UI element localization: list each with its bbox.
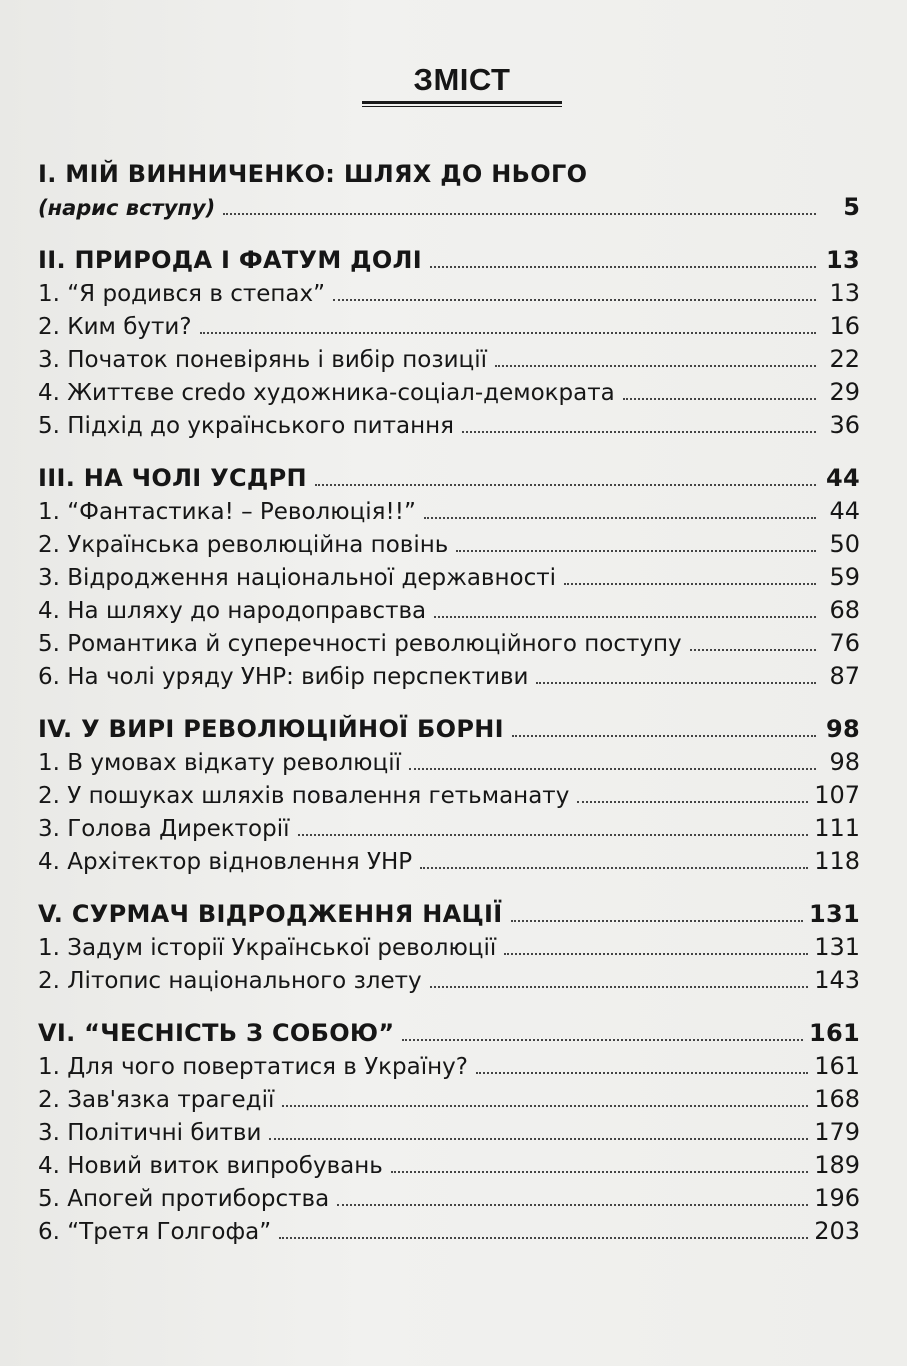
toc-item-label: 6. На чолі уряду УНР: вибір перспективи bbox=[38, 664, 529, 690]
toc-heading bbox=[38, 1019, 860, 1052]
leader-dots bbox=[409, 768, 816, 770]
title-underline-thin bbox=[362, 106, 562, 107]
leader-dots bbox=[424, 517, 816, 519]
toc-heading-label: IV. У ВИРІ РЕВОЛЮЦІЙНОЇ БОРНІ bbox=[38, 715, 504, 743]
leader-dots bbox=[279, 1237, 808, 1239]
toc-heading-page-number: 13 bbox=[826, 246, 860, 274]
toc-item bbox=[38, 847, 860, 880]
toc-item-page-number: 44 bbox=[829, 497, 860, 525]
toc-item bbox=[38, 563, 860, 596]
leader-dots bbox=[434, 616, 816, 618]
leader-dots bbox=[495, 365, 816, 367]
toc-item bbox=[38, 1151, 860, 1184]
toc-item-label: 2. Зав'язка трагедії bbox=[38, 1087, 275, 1113]
toc-item bbox=[38, 530, 860, 563]
toc-item bbox=[38, 629, 860, 662]
toc-item-label: 6. “Третя Голгофа” bbox=[38, 1219, 272, 1245]
toc-item-label: 4. Життєве credo художника-соціал-демократа bbox=[38, 380, 615, 406]
toc-item bbox=[38, 1085, 860, 1118]
toc-item-page-number: 168 bbox=[814, 1085, 860, 1113]
toc-item-page-number: 179 bbox=[814, 1118, 860, 1146]
toc-item-page-number: 13 bbox=[829, 279, 860, 307]
toc-item bbox=[38, 748, 860, 781]
toc-item-label: 4. Новий виток випробувань bbox=[38, 1153, 383, 1179]
leader-dots bbox=[536, 682, 816, 684]
toc-item-page-number: 98 bbox=[829, 748, 860, 776]
toc-item-label: 1. “Я родився в степах” bbox=[38, 281, 326, 307]
toc-item-page-number: 87 bbox=[829, 662, 860, 690]
toc-item bbox=[38, 497, 860, 530]
toc-subheading-page-number: 5 bbox=[843, 193, 860, 221]
toc-item-label: 1. Для чого повертатися в Україну? bbox=[38, 1054, 468, 1080]
toc-item-label: 5. Підхід до українського питання bbox=[38, 413, 454, 439]
leader-dots bbox=[282, 1105, 808, 1107]
toc-heading bbox=[38, 715, 860, 748]
toc-item-label: 4. На шляху до народоправства bbox=[38, 598, 427, 624]
toc-section bbox=[38, 1019, 860, 1250]
toc-heading-label: І. МІЙ ВИННИЧЕНКО: ШЛЯХ ДО НЬОГО bbox=[38, 160, 588, 188]
toc-section bbox=[38, 900, 860, 999]
leader-dots bbox=[690, 649, 816, 651]
page-title: ЗМІСТ bbox=[413, 62, 511, 97]
toc-heading-label: ІІІ. НА ЧОЛІ УСДРП bbox=[38, 464, 307, 492]
toc-heading-label: ІІ. ПРИРОДА І ФАТУМ ДОЛІ bbox=[38, 246, 423, 274]
toc-item-page-number: 189 bbox=[814, 1151, 860, 1179]
toc-item-label: 3. Початок поневірянь і вибір позиції bbox=[38, 347, 487, 373]
toc-item-page-number: 29 bbox=[829, 378, 860, 406]
toc-item-page-number: 50 bbox=[829, 530, 860, 558]
toc-item-page-number: 118 bbox=[814, 847, 860, 875]
leader-dots bbox=[315, 484, 816, 486]
toc-item-label: 5. Романтика й суперечності революційного поступу bbox=[38, 631, 682, 657]
leader-dots bbox=[200, 332, 816, 334]
leader-dots bbox=[430, 266, 816, 268]
toc-item-page-number: 68 bbox=[829, 596, 860, 624]
toc-item-label: 2. Українська революційна повінь bbox=[38, 532, 449, 558]
leader-dots bbox=[623, 398, 816, 400]
toc-item bbox=[38, 378, 860, 411]
leader-dots bbox=[298, 834, 809, 836]
toc-section bbox=[38, 246, 860, 444]
leader-dots bbox=[577, 801, 808, 803]
toc-item bbox=[38, 933, 860, 966]
leader-dots bbox=[564, 583, 816, 585]
toc-heading bbox=[38, 464, 860, 497]
toc-heading bbox=[38, 160, 860, 193]
toc-heading bbox=[38, 900, 860, 933]
toc-item-label: 2. Літопис національного злету bbox=[38, 968, 422, 994]
toc-heading-label: V. СУРМАЧ ВІДРОДЖЕННЯ НАЦІЇ bbox=[38, 900, 503, 928]
toc-item-page-number: 59 bbox=[829, 563, 860, 591]
toc-item bbox=[38, 814, 860, 847]
leader-dots bbox=[456, 550, 816, 552]
toc-item bbox=[38, 1118, 860, 1151]
toc-heading-page-number: 131 bbox=[809, 900, 860, 928]
toc-section bbox=[38, 160, 860, 226]
toc-item-label: 3. Відродження національної державності bbox=[38, 565, 557, 591]
toc-heading-label: VI. “ЧЕСНІСТЬ З СОБОЮ” bbox=[38, 1019, 395, 1047]
toc-item bbox=[38, 662, 860, 695]
toc-item bbox=[38, 966, 860, 999]
toc-item bbox=[38, 411, 860, 444]
title-underline bbox=[362, 101, 562, 104]
toc-item-page-number: 131 bbox=[814, 933, 860, 961]
toc-section bbox=[38, 715, 860, 880]
leader-dots bbox=[511, 920, 804, 922]
toc-item bbox=[38, 1217, 860, 1250]
leader-dots bbox=[476, 1072, 808, 1074]
toc-item bbox=[38, 781, 860, 814]
toc-heading-page-number: 44 bbox=[826, 464, 860, 492]
toc-item bbox=[38, 1052, 860, 1085]
toc-item-label: 2. У пошуках шляхів повалення гетьманату bbox=[38, 783, 570, 809]
toc-item-page-number: 161 bbox=[814, 1052, 860, 1080]
toc-item bbox=[38, 1184, 860, 1217]
toc-subheading bbox=[38, 193, 860, 226]
toc-item-label: 4. Архітектор відновлення УНР bbox=[38, 849, 413, 875]
toc-item-page-number: 22 bbox=[829, 345, 860, 373]
leader-dots bbox=[512, 735, 816, 737]
toc-item-page-number: 203 bbox=[814, 1217, 860, 1245]
leader-dots bbox=[462, 431, 816, 433]
toc-item-label: 5. Апогей протиборства bbox=[38, 1186, 330, 1212]
leader-dots bbox=[420, 867, 808, 869]
toc-item-page-number: 76 bbox=[829, 629, 860, 657]
toc-item-label: 3. Голова Директорії bbox=[38, 816, 290, 842]
leader-dots bbox=[337, 1204, 808, 1206]
toc-item-page-number: 143 bbox=[814, 966, 860, 994]
toc-item-label: 1. В умовах відкату революції bbox=[38, 750, 401, 776]
toc-item bbox=[38, 596, 860, 629]
toc-subheading-label: (нарис вступу) bbox=[38, 196, 216, 220]
table-of-contents bbox=[38, 160, 860, 1270]
toc-item-page-number: 107 bbox=[814, 781, 860, 809]
toc-item bbox=[38, 345, 860, 378]
toc-section bbox=[38, 464, 860, 695]
toc-item bbox=[38, 312, 860, 345]
toc-item-label: 3. Політичні битви bbox=[38, 1120, 262, 1146]
toc-item-label: 1. Задум історії Української революції bbox=[38, 935, 497, 961]
toc-item-page-number: 196 bbox=[814, 1184, 860, 1212]
toc-item-page-number: 111 bbox=[814, 814, 860, 842]
leader-dots bbox=[391, 1171, 808, 1173]
toc-heading-page-number: 161 bbox=[809, 1019, 860, 1047]
leader-dots bbox=[402, 1039, 803, 1041]
toc-item bbox=[38, 279, 860, 312]
leader-dots bbox=[430, 986, 809, 988]
leader-dots bbox=[333, 299, 816, 301]
leader-dots bbox=[269, 1138, 808, 1140]
leader-dots bbox=[504, 953, 808, 955]
toc-item-page-number: 36 bbox=[829, 411, 860, 439]
toc-heading bbox=[38, 246, 860, 279]
toc-heading-page-number: 98 bbox=[826, 715, 860, 743]
toc-item-label: 2. Ким бути? bbox=[38, 314, 192, 340]
leader-dots bbox=[223, 213, 816, 215]
toc-item-label: 1. “Фантастика! – Революція!!” bbox=[38, 499, 416, 525]
toc-item-page-number: 16 bbox=[829, 312, 860, 340]
